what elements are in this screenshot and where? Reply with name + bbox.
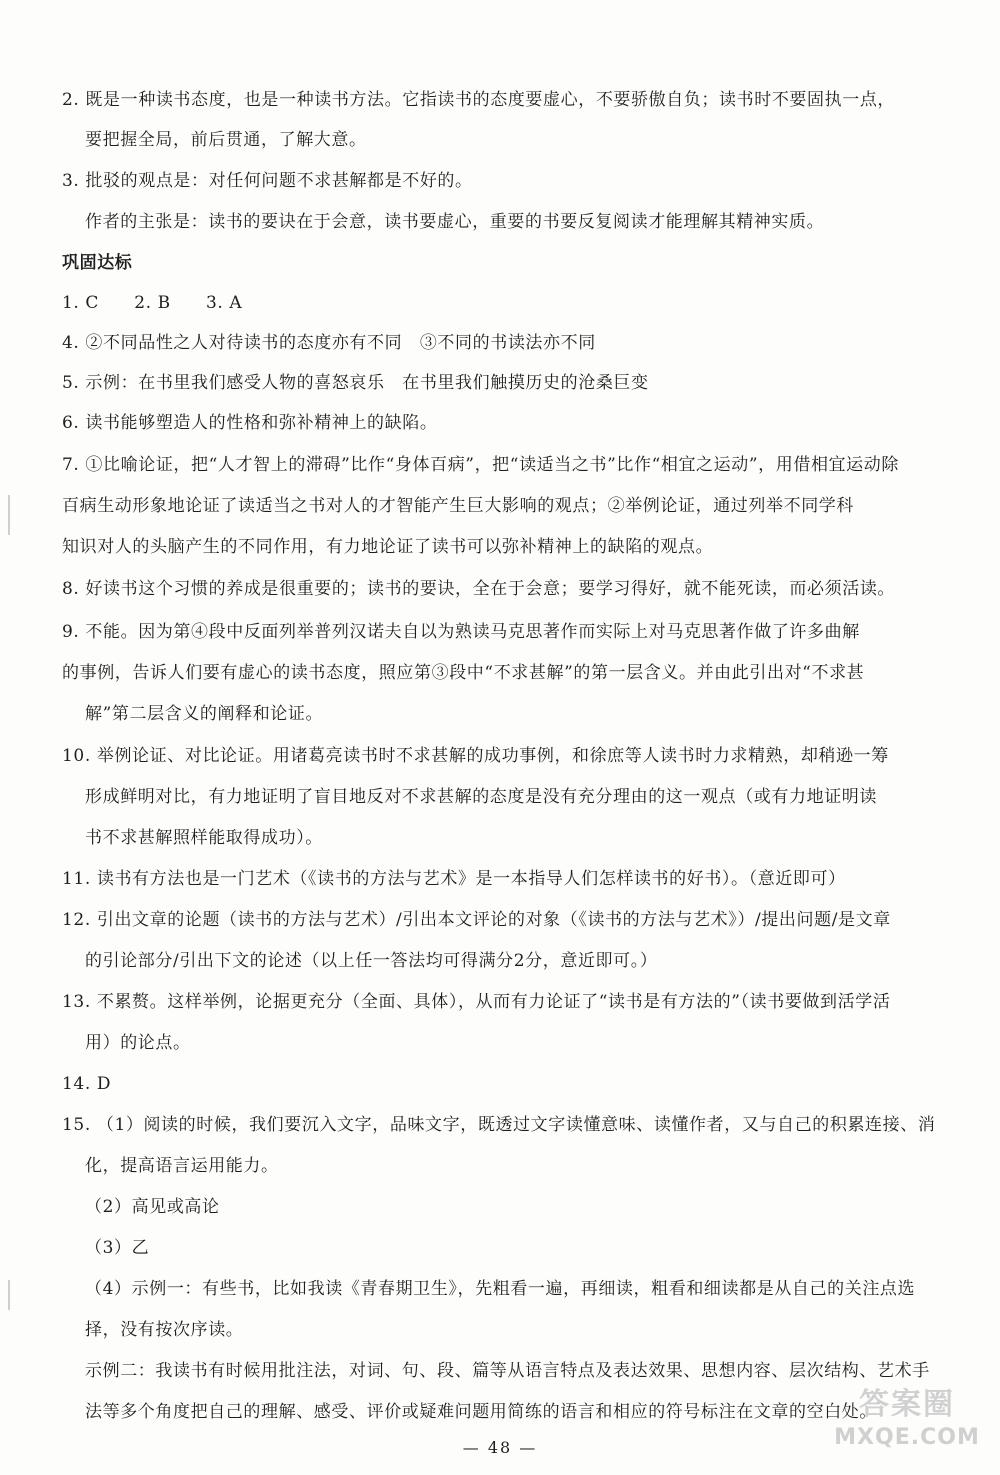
answer-line: 7. ①比喻论证，把“人才智上的滞碍”比作“身体百病”，把“读适当之书”比作“相宜之运动”，用借相宜运动除 xyxy=(62,455,899,475)
answer-line: （3）乙 xyxy=(85,1238,150,1258)
answer-line: 百病生动形象地论证了读适当之书对人的才智能产生巨大影响的观点；②举例论证，通过列举不同学科 xyxy=(62,496,854,516)
answer-line: 解”第二层含义的阐释和论证。 xyxy=(85,704,324,724)
scan-edge-mark xyxy=(8,495,10,535)
answer-line: 6. 读书能够塑造人的性格和弥补精神上的缺陷。 xyxy=(62,413,438,433)
page-number: — 48 — xyxy=(462,1438,538,1457)
answer-line: 12. 引出文章的论题（读书的方法与艺术）/引出本文评论的对象（《读书的方法与艺术》）/提出问题/是文章 xyxy=(62,910,891,930)
answer-line: 1. C 2. B 3. A xyxy=(62,293,243,313)
answer-line: 4. ②不同品性之人对待读书的态度亦有不同 ③不同的书读法亦不同 xyxy=(62,333,596,353)
answer-line: 3. 批驳的观点是：对任何问题不求甚解都是不好的。 xyxy=(62,171,473,191)
answer-line: 15. （1）阅读的时候，我们要沉入文字，品味文字，既透过文字读懂意味、读懂作者，又与自己的积累连接、消 xyxy=(62,1115,936,1135)
answer-line: 要把握全局，前后贯通，了解大意。 xyxy=(85,130,367,150)
answer-line: 书不求甚解照样能取得成功）。 xyxy=(85,828,323,848)
answer-line: 13. 不累赘。这样举例，论据更充分（全面、具体），从而有力论证了“读书是有方法的”（读书要做到活学活 xyxy=(62,992,891,1012)
answer-line: 11. 读书有方法也是一门艺术（《读书的方法与艺术》是一本指导人们怎样读书的好书）。（意近即可） xyxy=(62,869,846,889)
answer-line: 的事例，告诉人们要有虚心的读书态度，照应第③段中“不求甚解”的第一层含义。并由此引出对“不求甚 xyxy=(62,663,865,683)
answer-line: 知识对人的头脑产生的不同作用，有力地论证了读书可以弥补精神上的缺陷的观点。 xyxy=(62,537,714,557)
scan-edge-mark xyxy=(8,1280,10,1310)
answer-line: 的引论部分/引出下文的论述（以上任一答法均可得满分2分，意近即可。） xyxy=(85,951,658,971)
answer-line: 5. 示例：在书里我们感受人物的喜怒哀乐 在书里我们触摸历史的沧桑巨变 xyxy=(62,373,649,393)
watermark-title: 答案圈 xyxy=(859,1387,955,1422)
answer-line: 2. 既是一种读书态度，也是一种读书方法。它指读书的态度要虚心，不要骄傲自负；读书时不要固执一点， xyxy=(62,90,896,110)
section-heading: 巩固达标 xyxy=(62,253,133,273)
answer-line: （2）高见或高论 xyxy=(85,1197,220,1217)
answer-line: 作者的主张是：读书的要诀在于会意，读书要虚心，重要的书要反复阅读才能理解其精神实质。 xyxy=(85,212,825,232)
answer-line: 14. D xyxy=(62,1074,112,1094)
answer-line: 择，没有按次序读。 xyxy=(85,1320,244,1340)
watermark-logo xyxy=(832,1385,982,1465)
answer-line: 用）的论点。 xyxy=(85,1033,191,1053)
answer-line: 8. 好读书这个习惯的养成是很重要的；读书的要诀，全在于会意；要学习得好，就不能死读，而必须活读。 xyxy=(62,579,896,599)
watermark-url: MXQE.COM xyxy=(834,1425,980,1450)
answer-line: 10. 举例论证、对比论证。用诸葛亮读书时不求甚解的成功事例，和徐庶等人读书时力求精熟，却稍逊一筹 xyxy=(62,746,889,766)
answer-line: 9. 不能。因为第④段中反面列举普列汉诺夫自以为熟读马克思著作而实际上对马克思著作做了许多曲解 xyxy=(62,622,860,642)
answer-line: 形成鲜明对比，有力地证明了盲目地反对不求甚解的态度是没有充分理由的这一观点（或有力地证明读 xyxy=(85,787,877,807)
answer-line: 法等多个角度把自己的理解、感受、评价或疑难问题用简练的语言和相应的符号标注在文章的空白处。 xyxy=(85,1402,877,1422)
answer-line: 化，提高语言运用能力。 xyxy=(85,1156,279,1176)
answer-line: 示例二：我读书有时候用批注法，对词、句、段、篇等从语言特点及表达效果、思想内容、层次结构、艺术手 xyxy=(85,1361,930,1381)
answer-line: （4）示例一：有些书，比如我读《青春期卫生》，先粗看一遍，再细读，粗看和细读都是从自己的关注点选 xyxy=(85,1279,916,1299)
